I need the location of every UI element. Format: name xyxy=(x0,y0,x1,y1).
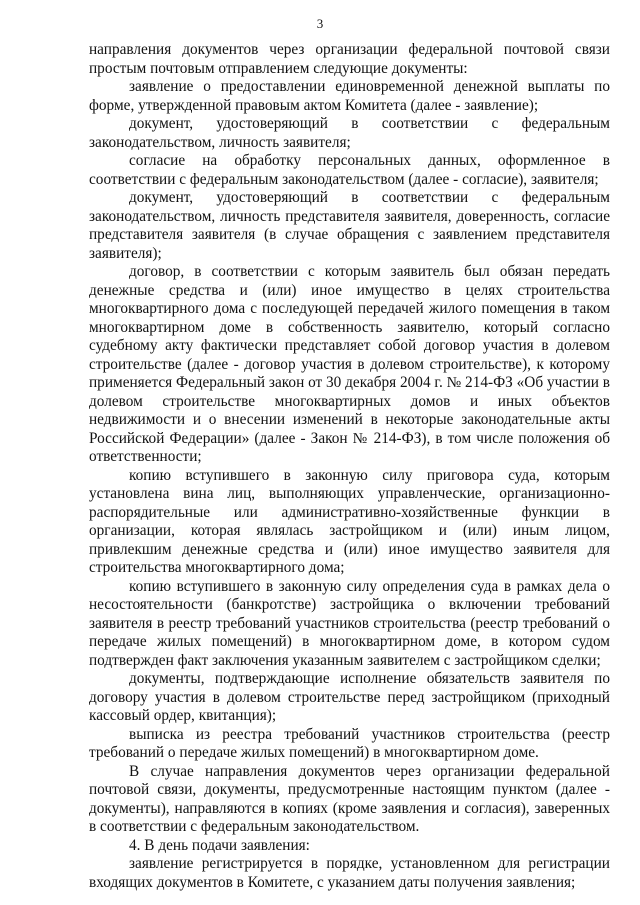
paragraph: выписка из реестра требований участников строительства (реестр требований о передаче жилых помещений) в многоквартирном доме. xyxy=(89,725,610,761)
paragraph: копию вступившего в законную силу приговора суда, которым установлена вина лиц, выполняющих управленческие, организационно-распорядительные или административно-хозяйственные функции в организации, которая являлась застройщиком и (или) иным лицом, привлекшим денежные средства и (или) иное имущество заявителя для строительства многоквартирного дома; xyxy=(89,466,610,576)
paragraph: заявление о предоставлении единовременной денежной выплаты по форме, утвержденной правовым актом Комитета (далее - заявление); xyxy=(89,78,610,114)
paragraph: 4. В день подачи заявления: xyxy=(129,836,310,854)
paragraph: заявление регистрируется в порядке, установленном для регистрации входящих документов в Комитете, с указанием даты получения заявления; xyxy=(89,855,610,891)
paragraph: документы, подтверждающие исполнение обязательств заявителя по договору участия в долевом строительстве перед застройщиком (приходный кассовый ордер, квитанция); xyxy=(89,670,610,724)
paragraph: согласие на обработку персональных данных, оформленное в соответствии с федеральным законодательством (далее - согласие), заявителя; xyxy=(89,152,610,188)
paragraph: направления документов через организации федеральной почтовой связи простым почтовым отправлением следующие документы: xyxy=(89,41,610,77)
paragraph: В случае направления документов через организации федеральной почтовой связи, документы, предусмотренные настоящим пунктом (далее - документы), направляются в копиях (кроме заявления и согласия), заверенных в соответствии с федеральным законодательством. xyxy=(89,762,610,835)
page-number: 3 xyxy=(316,16,324,31)
paragraph: договор, в соответствии с которым заявитель был обязан передать денежные средства и (или) иное имущество в целях строительства многоквартирного дома с последующей передачей жилого помещения в таком многоквартирном доме в собственность заявителю, который согласно судебному акту фактически представляет собой договор участия в долевом строительстве (далее - договор участия в долевом строительстве), к которому применяется Федеральный закон от 30 декабря 2004 г. № 214-ФЗ «Об участии в долевом строительстве многоквартирных домов и иных объектов недвижимости и о внесении изменений в некоторые законодательные акты Российской Федерации» (далее - Закон № 214-ФЗ), в том числе положения об ответственности; xyxy=(89,263,610,465)
paragraph: документ, удостоверяющий в соответствии с федеральным законодательством, личность представителя заявителя, доверенность, согласие представителя заявителя (в случае обращения с заявлением представителя заявителя); xyxy=(89,189,610,262)
document-body xyxy=(89,41,610,892)
paragraph: копию вступившего в законную силу определения суда в рамках дела о несостоятельности (банкротстве) застройщика о включении требований заявителя в реестр требований участников строительства (реестр требований о передаче жилых помещений) в многоквартирном доме, в котором судом подтвержден факт заключения указанным заявителем с застройщиком сделки; xyxy=(89,577,610,669)
paragraph: документ, удостоверяющий в соответствии с федеральным законодательством, личность заявителя; xyxy=(89,115,610,151)
